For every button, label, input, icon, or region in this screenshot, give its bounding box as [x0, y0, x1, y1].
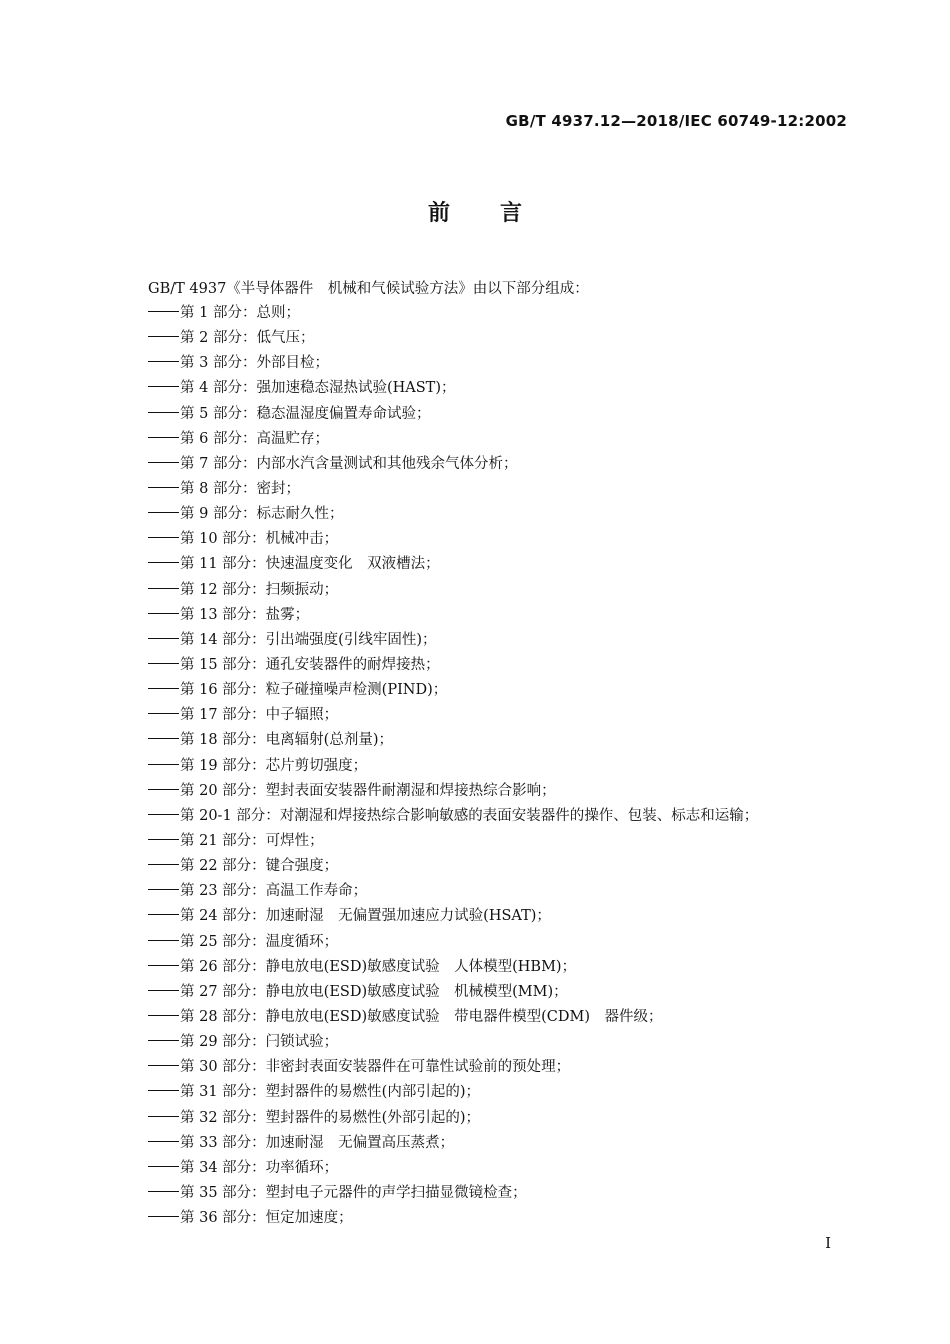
- list-item: [148, 502, 848, 527]
- list-item: [148, 879, 848, 904]
- list-item-text: 第 35 部分：塑封电子元器件的声学扫描显微镜检查；: [180, 1184, 527, 1201]
- list-item: [148, 578, 848, 603]
- intro-paragraph: GB/T 4937《半导体器件 机械和气候试验方法》由以下部分组成：: [148, 281, 589, 297]
- list-item-text: 第 15 部分：通孔安装器件的耐焊接热；: [180, 656, 440, 673]
- list-item-text: 第 1 部分：总则；: [180, 305, 300, 321]
- em-dash: [148, 351, 180, 376]
- em-dash: [148, 854, 180, 879]
- em-dash: [148, 552, 180, 577]
- em-dash: [148, 527, 180, 552]
- em-dash: [148, 1206, 180, 1231]
- em-dash: [148, 653, 180, 678]
- em-dash: [148, 578, 180, 603]
- em-dash: [148, 402, 180, 427]
- list-item: [148, 804, 848, 829]
- list-item-text: 第 30 部分：非密封表面安装器件在可靠性试验前的预处理；: [180, 1059, 571, 1076]
- list-item: [148, 955, 848, 980]
- em-dash: [148, 904, 180, 929]
- list-item: [148, 552, 848, 577]
- list-item: [148, 930, 848, 955]
- list-item: [148, 326, 848, 351]
- list-item: [148, 427, 848, 452]
- list-item-text: 第 20 部分：塑封表面安装器件耐潮湿和焊接热综合影响；: [180, 782, 556, 799]
- em-dash: [148, 1106, 180, 1131]
- em-dash: [148, 829, 180, 854]
- list-item: [148, 1005, 848, 1030]
- list-item-text: 第 36 部分：恒定加速度；: [180, 1210, 353, 1227]
- list-item: [148, 628, 848, 653]
- em-dash: [148, 376, 180, 401]
- list-item: [148, 829, 848, 854]
- em-dash: [148, 804, 180, 829]
- list-item: [148, 603, 848, 628]
- list-item: [148, 1106, 848, 1131]
- list-item-text: 第 3 部分：外部目检；: [180, 355, 329, 372]
- standard-number: GB/T 4937.12—2018/IEC 60749-12:2002: [505, 112, 847, 130]
- list-item-text: 第 18 部分：电离辐射(总剂量)；: [180, 732, 393, 749]
- list-item: [148, 1181, 848, 1206]
- list-item-text: 第 25 部分：温度循环；: [180, 933, 339, 950]
- em-dash: [148, 1181, 180, 1206]
- list-item: [148, 678, 848, 703]
- list-item-text: 第 26 部分：静电放电(ESD)敏感度试验 人体模型(HBM)；: [180, 958, 577, 975]
- em-dash: [148, 779, 180, 804]
- em-dash: [148, 980, 180, 1005]
- list-item: [148, 854, 848, 879]
- parts-list: [148, 301, 848, 1231]
- list-item: [148, 980, 848, 1005]
- list-item-text: 第 17 部分：中子辐照；: [180, 707, 339, 724]
- list-item: [148, 754, 848, 779]
- list-item-text: 第 24 部分：加速耐湿 无偏置强加速应力试验(HSAT)；: [180, 908, 551, 925]
- em-dash: [148, 1156, 180, 1181]
- list-item: [148, 477, 848, 502]
- list-item-text: 第 29 部分：闩锁试验；: [180, 1034, 339, 1051]
- em-dash: [148, 628, 180, 653]
- em-dash: [148, 703, 180, 728]
- list-item-text: 第 2 部分：低气压；: [180, 330, 315, 347]
- list-item-text: 第 5 部分：稳态温湿度偏置寿命试验；: [180, 405, 431, 422]
- list-item: [148, 402, 848, 427]
- em-dash: [148, 427, 180, 452]
- list-item-text: 第 33 部分：加速耐湿 无偏置高压蒸煮；: [180, 1134, 455, 1151]
- list-item: [148, 904, 848, 929]
- list-item: [148, 1030, 848, 1055]
- list-item: [148, 1080, 848, 1105]
- list-item-text: 第 23 部分：高温工作寿命；: [180, 883, 368, 900]
- list-item: [148, 452, 848, 477]
- list-item-text: 第 34 部分：功率循环；: [180, 1159, 339, 1176]
- list-item: [148, 728, 848, 753]
- list-item-text: 第 14 部分：引出端强度(引线牢固性)；: [180, 631, 437, 648]
- em-dash: [148, 502, 180, 527]
- em-dash: [148, 955, 180, 980]
- em-dash: [148, 603, 180, 628]
- list-item-text: 第 31 部分：塑封器件的易燃性(内部引起的)；: [180, 1084, 480, 1101]
- list-item: [148, 351, 848, 376]
- list-item-text: 第 11 部分：快速温度变化 双液槽法；: [180, 556, 440, 573]
- list-item: [148, 1156, 848, 1181]
- list-item-text: 第 28 部分：静电放电(ESD)敏感度试验 带电器件模型(CDM) 器件级；: [180, 1008, 663, 1025]
- em-dash: [148, 452, 180, 477]
- list-item: [148, 301, 848, 326]
- list-item: [148, 527, 848, 552]
- list-item-text: 第 13 部分：盐雾；: [180, 606, 310, 623]
- list-item-text: 第 22 部分：键合强度；: [180, 858, 339, 875]
- list-item-text: 第 12 部分：扫频振动；: [180, 581, 339, 598]
- em-dash: [148, 1055, 180, 1080]
- list-item-text: 第 4 部分：强加速稳态湿热试验(HAST)；: [180, 380, 456, 397]
- em-dash: [148, 1131, 180, 1156]
- list-item-text: 第 6 部分：高温贮存；: [180, 430, 329, 447]
- em-dash: [148, 301, 180, 326]
- list-item-text: 第 7 部分：内部水汽含量测试和其他残余气体分析；: [180, 455, 518, 472]
- em-dash: [148, 326, 180, 351]
- list-item: [148, 1206, 848, 1231]
- list-item: [148, 1055, 848, 1080]
- list-item: [148, 703, 848, 728]
- em-dash: [148, 1005, 180, 1030]
- list-item-text: 第 27 部分：静电放电(ESD)敏感度试验 机械模型(MM)；: [180, 983, 568, 1000]
- em-dash: [148, 477, 180, 502]
- list-item-text: 第 16 部分：粒子碰撞噪声检测(PIND)；: [180, 682, 448, 699]
- list-item: [148, 376, 848, 401]
- list-item-text: 第 8 部分：密封；: [180, 480, 300, 497]
- em-dash: [148, 930, 180, 955]
- list-item-text: 第 21 部分：可焊性；: [180, 832, 324, 849]
- em-dash: [148, 879, 180, 904]
- list-item-text: 第 10 部分：机械冲击；: [180, 531, 339, 548]
- em-dash: [148, 678, 180, 703]
- page-title: 前言: [427, 201, 572, 226]
- list-item-text: 第 20-1 部分：对潮湿和焊接热综合影响敏感的表面安装器件的操作、包装、标志和运输；: [180, 807, 759, 824]
- em-dash: [148, 1080, 180, 1105]
- list-item-text: 第 9 部分：标志耐久性；: [180, 506, 344, 523]
- em-dash: [148, 754, 180, 779]
- list-item-text: 第 19 部分：芯片剪切强度；: [180, 757, 368, 774]
- em-dash: [148, 728, 180, 753]
- page-number: I: [825, 1234, 831, 1252]
- list-item: [148, 653, 848, 678]
- em-dash: [148, 1030, 180, 1055]
- list-item: [148, 779, 848, 804]
- list-item: [148, 1131, 848, 1156]
- list-item-text: 第 32 部分：塑封器件的易燃性(外部引起的)；: [180, 1109, 480, 1126]
